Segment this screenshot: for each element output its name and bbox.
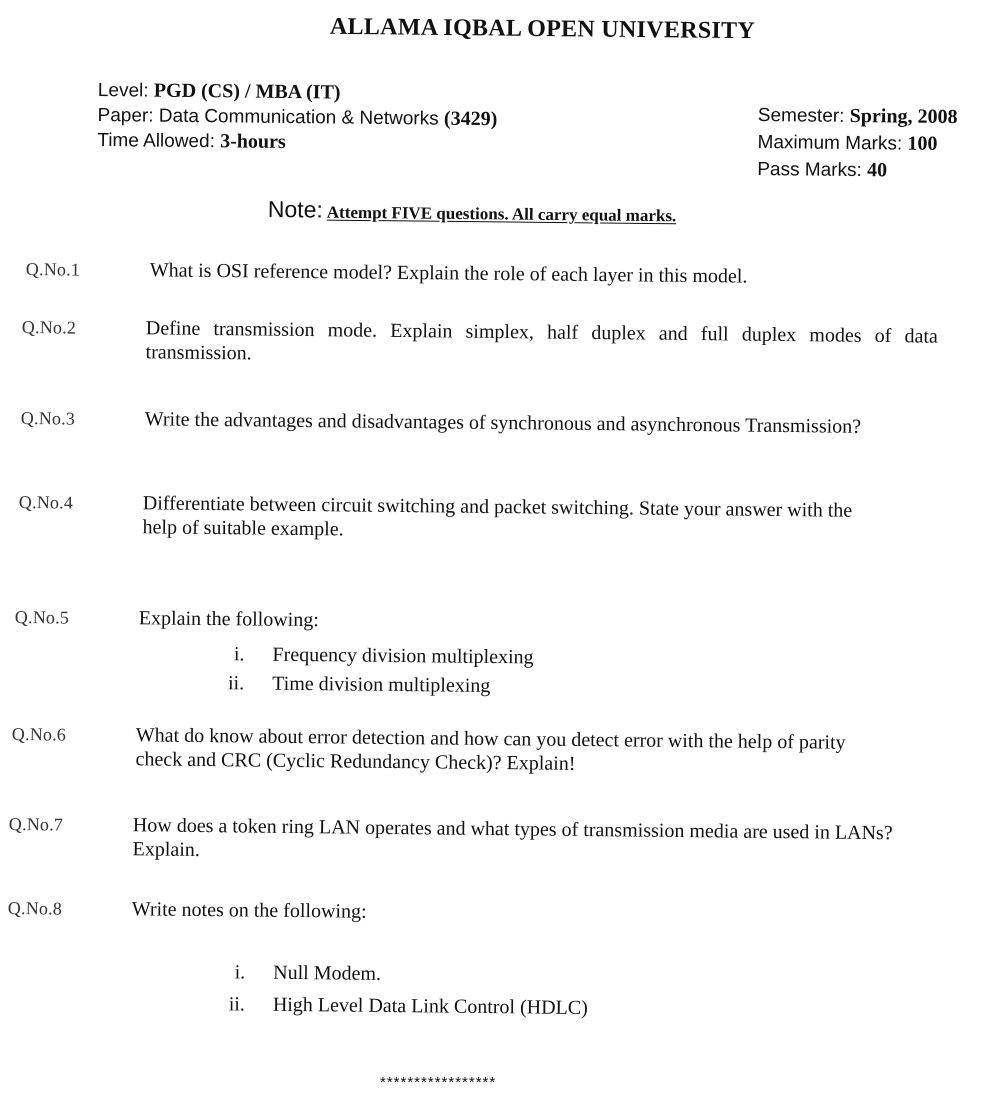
question-number: Q.No.7 (8, 813, 64, 835)
paper-info-left (97, 78, 497, 157)
question-6 (11, 722, 911, 783)
question-number: Q.No.2 (21, 316, 77, 338)
end-of-paper-stars: ***************** (380, 1074, 497, 1091)
sub-item-list (214, 640, 534, 698)
question-text: How does a token ring LAN operates and what types of transmission media are used in LANs? Explain. (132, 814, 893, 861)
level-label: Level: (97, 79, 149, 102)
max-marks-value: 100 (907, 132, 938, 155)
question-text: Differentiate between circuit switching and packet switching. State your answer with the help of suitable example. (142, 492, 853, 541)
question-text: Write notes on the following: (131, 898, 367, 923)
time-value: 3-hours (220, 130, 286, 153)
question-number: Q.No.3 (20, 407, 76, 429)
pass-marks-value: 40 (866, 159, 888, 182)
question-text: What is OSI reference model? Explain the role of each layer in this model. (149, 259, 748, 288)
question-text: What do know about error detection and how can you detect error with the help of parity check and CRC (Cyclic Redundancy Check)? Explain! (135, 724, 846, 775)
question-number: Q.No.4 (18, 491, 74, 513)
university-title: ALLAMA IQBAL OPEN UNIVERSITY (329, 13, 756, 45)
question-1 (26, 257, 916, 292)
sub-item-marker: i. (233, 643, 245, 666)
pass-marks-line (757, 156, 957, 185)
semester-value: Spring, 2008 (849, 104, 958, 129)
sub-item-text: Time division multiplexing (272, 672, 491, 697)
max-marks-line (757, 129, 957, 158)
question-text: Define transmission mode. Explain simplex, half duplex and full duplex modes of data transmission. (145, 317, 938, 365)
question-number: Q.No.5 (14, 606, 70, 628)
semester-label: Semester: (757, 104, 845, 127)
question-2 (21, 315, 941, 377)
question-number: Q.No.8 (7, 897, 63, 919)
question-number: Q.No.6 (11, 723, 67, 745)
sub-item-text: High Level Data Link Control (HDLC) (272, 993, 588, 1020)
sub-item-list (215, 956, 588, 1020)
question-text: Write the advantages and disadvantages of synchronous and asynchronous Transmission? (144, 408, 862, 438)
question-3 (20, 406, 940, 468)
question-8 (7, 896, 698, 1033)
max-marks-label: Maximum Marks: (757, 131, 903, 155)
sub-item-text: Null Modem. (273, 961, 382, 985)
paper-info-right (757, 102, 958, 185)
time-label: Time Allowed: (97, 129, 216, 153)
exam-note (268, 196, 677, 227)
question-7 (8, 812, 908, 873)
sub-item-marker: ii. (227, 672, 245, 695)
pass-marks-label: Pass Marks: (757, 158, 862, 182)
question-5 (14, 605, 655, 712)
note-label: Note: (267, 196, 323, 223)
semester-line (758, 102, 958, 131)
sub-item-marker: i. (234, 961, 246, 984)
sub-item-marker: ii. (228, 993, 245, 1016)
level-value: PGD (CS) / MBA (IT) (153, 79, 341, 104)
note-instruction: Attempt FIVE questions. All carry equal marks. (326, 202, 677, 226)
question-number: Q.No.1 (25, 258, 81, 280)
sub-item-text: Frequency division multiplexing (272, 643, 534, 669)
question-4 (18, 490, 888, 551)
time-line (97, 128, 497, 157)
paper-code: (3429) (443, 107, 498, 131)
paper-label: Paper: Data Communication & Networks (97, 104, 439, 130)
question-text: Explain the following: (138, 607, 319, 632)
